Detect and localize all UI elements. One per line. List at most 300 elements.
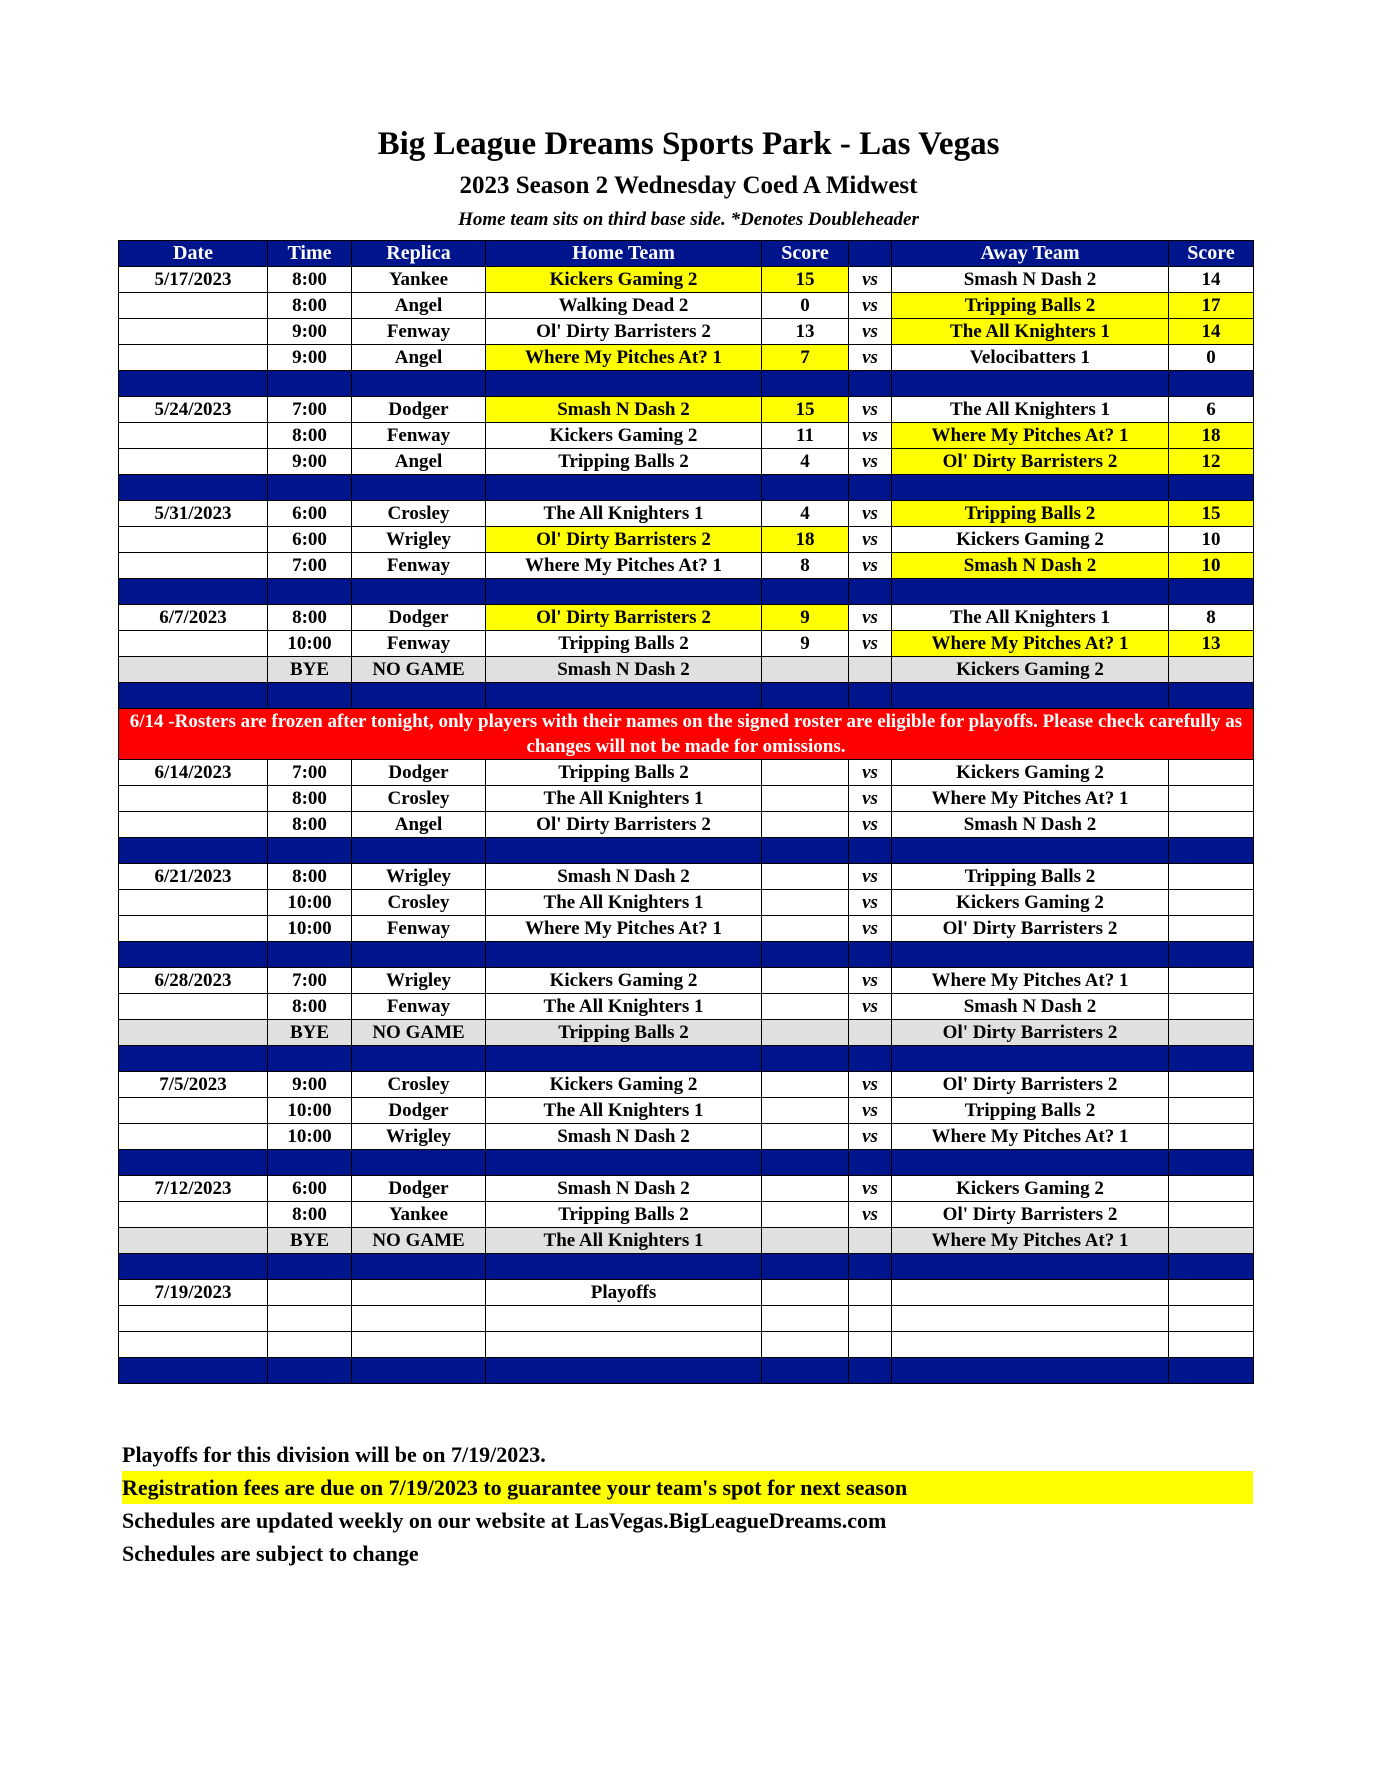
separator-cell bbox=[892, 371, 1169, 397]
game-row bbox=[119, 449, 1254, 475]
column-header: Away Team bbox=[892, 241, 1169, 267]
away-score-cell bbox=[1169, 1098, 1254, 1124]
separator-cell bbox=[849, 371, 892, 397]
separator-row bbox=[119, 683, 1254, 709]
field-cell: Angel bbox=[352, 345, 486, 371]
time-cell: 9:00 bbox=[268, 319, 352, 345]
footer-notes bbox=[122, 1438, 1253, 1570]
time-cell: BYE bbox=[268, 1228, 352, 1254]
game-row bbox=[119, 293, 1254, 319]
column-header: Score bbox=[762, 241, 849, 267]
separator-cell bbox=[892, 838, 1169, 864]
away-score-cell: 8 bbox=[1169, 605, 1254, 631]
separator-cell bbox=[119, 1046, 268, 1072]
field-cell: Crosley bbox=[352, 786, 486, 812]
separator-cell bbox=[1169, 475, 1254, 501]
away-team-cell: Smash N Dash 2 bbox=[892, 267, 1169, 293]
field-cell: Yankee bbox=[352, 1202, 486, 1228]
away-team-cell: Tripping Balls 2 bbox=[892, 501, 1169, 527]
away-team-cell: Ol' Dirty Barristers 2 bbox=[892, 1202, 1169, 1228]
away-score-cell bbox=[1169, 916, 1254, 942]
home-score-cell bbox=[762, 1280, 849, 1306]
away-score-cell bbox=[1169, 864, 1254, 890]
away-team-cell: Kickers Gaming 2 bbox=[892, 760, 1169, 786]
time-cell bbox=[268, 1332, 352, 1358]
vs-cell: vs bbox=[849, 994, 892, 1020]
separator-cell bbox=[268, 1046, 352, 1072]
date-cell: 5/24/2023 bbox=[119, 397, 268, 423]
separator-cell bbox=[892, 683, 1169, 709]
field-cell bbox=[352, 1280, 486, 1306]
column-header bbox=[849, 241, 892, 267]
vs-cell bbox=[849, 1306, 892, 1332]
away-team-cell bbox=[892, 1280, 1169, 1306]
away-score-cell: 13 bbox=[1169, 631, 1254, 657]
time-cell: 8:00 bbox=[268, 605, 352, 631]
vs-cell: vs bbox=[849, 760, 892, 786]
game-row bbox=[119, 345, 1254, 371]
date-cell bbox=[119, 553, 268, 579]
separator-row bbox=[119, 1358, 1254, 1384]
separator-cell bbox=[119, 1150, 268, 1176]
footer-change-note: Schedules are subject to change bbox=[122, 1541, 419, 1566]
home-team-cell: The All Knighters 1 bbox=[486, 786, 762, 812]
separator-cell bbox=[486, 683, 762, 709]
separator-cell bbox=[119, 475, 268, 501]
home-score-cell bbox=[762, 657, 849, 683]
separator-cell bbox=[1169, 1254, 1254, 1280]
table-header-row bbox=[119, 241, 1254, 267]
game-row bbox=[119, 1280, 1254, 1306]
separator-cell bbox=[892, 1254, 1169, 1280]
time-cell: 8:00 bbox=[268, 786, 352, 812]
separator-cell bbox=[762, 475, 849, 501]
vs-cell: vs bbox=[849, 1072, 892, 1098]
time-cell: 10:00 bbox=[268, 890, 352, 916]
separator-cell bbox=[268, 838, 352, 864]
home-team-cell: Smash N Dash 2 bbox=[486, 397, 762, 423]
field-cell: NO GAME bbox=[352, 1228, 486, 1254]
game-row bbox=[119, 1176, 1254, 1202]
separator-cell bbox=[762, 371, 849, 397]
home-team-cell: The All Knighters 1 bbox=[486, 1228, 762, 1254]
date-cell bbox=[119, 890, 268, 916]
field-cell: Dodger bbox=[352, 760, 486, 786]
away-team-cell: Where My Pitches At? 1 bbox=[892, 968, 1169, 994]
time-cell: 8:00 bbox=[268, 1202, 352, 1228]
separator-cell bbox=[268, 1254, 352, 1280]
separator-cell bbox=[1169, 838, 1254, 864]
separator-cell bbox=[892, 942, 1169, 968]
date-cell bbox=[119, 345, 268, 371]
away-score-cell bbox=[1169, 968, 1254, 994]
separator-cell bbox=[486, 942, 762, 968]
vs-cell: vs bbox=[849, 345, 892, 371]
home-score-cell bbox=[762, 1228, 849, 1254]
vs-cell: vs bbox=[849, 293, 892, 319]
date-cell: 6/21/2023 bbox=[119, 864, 268, 890]
separator-row bbox=[119, 475, 1254, 501]
home-team-cell: Ol' Dirty Barristers 2 bbox=[486, 605, 762, 631]
date-cell bbox=[119, 527, 268, 553]
time-cell: 6:00 bbox=[268, 1176, 352, 1202]
separator-cell bbox=[268, 1358, 352, 1384]
separator-cell bbox=[486, 1046, 762, 1072]
home-team-cell: Ol' Dirty Barristers 2 bbox=[486, 319, 762, 345]
date-cell bbox=[119, 1332, 268, 1358]
vs-cell bbox=[849, 1332, 892, 1358]
home-team-cell: Where My Pitches At? 1 bbox=[486, 553, 762, 579]
field-cell: Wrigley bbox=[352, 968, 486, 994]
away-score-cell bbox=[1169, 1176, 1254, 1202]
home-team-cell: Tripping Balls 2 bbox=[486, 760, 762, 786]
column-header: Home Team bbox=[486, 241, 762, 267]
column-header: Date bbox=[119, 241, 268, 267]
away-score-cell: 12 bbox=[1169, 449, 1254, 475]
time-cell bbox=[268, 1306, 352, 1332]
separator-cell bbox=[486, 475, 762, 501]
away-team-cell bbox=[892, 1332, 1169, 1358]
time-cell: 8:00 bbox=[268, 864, 352, 890]
separator-cell bbox=[119, 371, 268, 397]
vs-cell: vs bbox=[849, 786, 892, 812]
home-score-cell: 18 bbox=[762, 527, 849, 553]
home-team-cell: Ol' Dirty Barristers 2 bbox=[486, 527, 762, 553]
away-team-cell: Ol' Dirty Barristers 2 bbox=[892, 1020, 1169, 1046]
time-cell: 8:00 bbox=[268, 293, 352, 319]
time-cell: 8:00 bbox=[268, 994, 352, 1020]
date-cell: 7/19/2023 bbox=[119, 1280, 268, 1306]
separator-cell bbox=[268, 942, 352, 968]
field-cell: Yankee bbox=[352, 267, 486, 293]
page-subtitle: 2023 Season 2 Wednesday Coed A Midwest bbox=[459, 172, 918, 199]
separator-cell bbox=[762, 1358, 849, 1384]
game-row bbox=[119, 1124, 1254, 1150]
date-cell bbox=[119, 916, 268, 942]
game-row bbox=[119, 501, 1254, 527]
away-score-cell: 0 bbox=[1169, 345, 1254, 371]
field-cell: Dodger bbox=[352, 1098, 486, 1124]
away-team-cell: The All Knighters 1 bbox=[892, 397, 1169, 423]
home-score-cell bbox=[762, 1124, 849, 1150]
field-cell: Angel bbox=[352, 812, 486, 838]
vs-cell: vs bbox=[849, 605, 892, 631]
vs-cell: vs bbox=[849, 553, 892, 579]
date-cell bbox=[119, 786, 268, 812]
separator-cell bbox=[268, 579, 352, 605]
away-score-cell bbox=[1169, 1124, 1254, 1150]
field-cell: Fenway bbox=[352, 423, 486, 449]
date-cell bbox=[119, 319, 268, 345]
vs-cell: vs bbox=[849, 864, 892, 890]
time-cell: 10:00 bbox=[268, 1098, 352, 1124]
field-cell: Crosley bbox=[352, 890, 486, 916]
separator-cell bbox=[486, 838, 762, 864]
home-team-cell: Tripping Balls 2 bbox=[486, 631, 762, 657]
field-cell: Wrigley bbox=[352, 1124, 486, 1150]
vs-cell: vs bbox=[849, 1176, 892, 1202]
time-cell: 7:00 bbox=[268, 760, 352, 786]
date-cell bbox=[119, 812, 268, 838]
separator-cell bbox=[849, 683, 892, 709]
away-score-cell bbox=[1169, 1306, 1254, 1332]
time-cell bbox=[268, 1280, 352, 1306]
away-team-cell: Ol' Dirty Barristers 2 bbox=[892, 1072, 1169, 1098]
vs-cell: vs bbox=[849, 267, 892, 293]
away-team-cell: Kickers Gaming 2 bbox=[892, 657, 1169, 683]
game-row bbox=[119, 864, 1254, 890]
home-team-cell: The All Knighters 1 bbox=[486, 994, 762, 1020]
away-score-cell bbox=[1169, 994, 1254, 1020]
vs-cell: vs bbox=[849, 449, 892, 475]
footer-playoffs-note: Playoffs for this division will be on 7/19/2023. bbox=[122, 1442, 546, 1467]
home-team-cell: Kickers Gaming 2 bbox=[486, 968, 762, 994]
time-cell: BYE bbox=[268, 657, 352, 683]
time-cell: 9:00 bbox=[268, 1072, 352, 1098]
away-score-cell bbox=[1169, 890, 1254, 916]
vs-cell bbox=[849, 657, 892, 683]
home-team-cell: Tripping Balls 2 bbox=[486, 1020, 762, 1046]
separator-cell bbox=[849, 475, 892, 501]
separator-row bbox=[119, 838, 1254, 864]
separator-cell bbox=[268, 475, 352, 501]
footer-registration-note: Registration fees are due on 7/19/2023 to guarantee your team's spot for next season bbox=[122, 1471, 1253, 1504]
field-cell: Dodger bbox=[352, 397, 486, 423]
home-team-cell: Smash N Dash 2 bbox=[486, 1124, 762, 1150]
home-score-cell bbox=[762, 1332, 849, 1358]
vs-cell: vs bbox=[849, 527, 892, 553]
away-score-cell: 14 bbox=[1169, 267, 1254, 293]
away-score-cell bbox=[1169, 1332, 1254, 1358]
separator-cell bbox=[762, 1046, 849, 1072]
time-cell: 7:00 bbox=[268, 553, 352, 579]
time-cell: 10:00 bbox=[268, 631, 352, 657]
away-team-cell: Ol' Dirty Barristers 2 bbox=[892, 916, 1169, 942]
date-cell bbox=[119, 1124, 268, 1150]
roster-alert-row bbox=[119, 709, 1254, 760]
home-team-cell: The All Knighters 1 bbox=[486, 501, 762, 527]
home-score-cell: 11 bbox=[762, 423, 849, 449]
date-cell bbox=[119, 1228, 268, 1254]
time-cell: BYE bbox=[268, 1020, 352, 1046]
home-score-cell bbox=[762, 1176, 849, 1202]
separator-cell bbox=[1169, 371, 1254, 397]
separator-cell bbox=[352, 1358, 486, 1384]
separator-cell bbox=[268, 683, 352, 709]
vs-cell: vs bbox=[849, 890, 892, 916]
away-score-cell bbox=[1169, 1072, 1254, 1098]
date-cell: 6/28/2023 bbox=[119, 968, 268, 994]
separator-cell bbox=[352, 579, 486, 605]
separator-cell bbox=[486, 371, 762, 397]
time-cell: 10:00 bbox=[268, 916, 352, 942]
home-score-cell bbox=[762, 1072, 849, 1098]
separator-cell bbox=[1169, 683, 1254, 709]
separator-cell bbox=[352, 942, 486, 968]
separator-cell bbox=[892, 1046, 1169, 1072]
away-team-cell bbox=[892, 1306, 1169, 1332]
game-row bbox=[119, 319, 1254, 345]
date-cell bbox=[119, 423, 268, 449]
separator-cell bbox=[486, 579, 762, 605]
separator-cell bbox=[352, 475, 486, 501]
vs-cell: vs bbox=[849, 916, 892, 942]
away-team-cell: Where My Pitches At? 1 bbox=[892, 1124, 1169, 1150]
separator-cell bbox=[268, 371, 352, 397]
home-team-cell bbox=[486, 1306, 762, 1332]
schedule-table bbox=[118, 240, 1254, 1384]
field-cell: Angel bbox=[352, 449, 486, 475]
home-team-cell: The All Knighters 1 bbox=[486, 1098, 762, 1124]
field-cell: Fenway bbox=[352, 553, 486, 579]
field-cell: Crosley bbox=[352, 501, 486, 527]
time-cell: 7:00 bbox=[268, 397, 352, 423]
home-score-cell: 15 bbox=[762, 267, 849, 293]
away-team-cell: Tripping Balls 2 bbox=[892, 293, 1169, 319]
away-score-cell: 10 bbox=[1169, 527, 1254, 553]
field-cell: Dodger bbox=[352, 1176, 486, 1202]
time-cell: 6:00 bbox=[268, 527, 352, 553]
separator-cell bbox=[892, 1358, 1169, 1384]
away-team-cell: Tripping Balls 2 bbox=[892, 1098, 1169, 1124]
vs-cell: vs bbox=[849, 1124, 892, 1150]
separator-cell bbox=[892, 1150, 1169, 1176]
away-score-cell bbox=[1169, 1280, 1254, 1306]
column-header: Time bbox=[268, 241, 352, 267]
date-cell bbox=[119, 1020, 268, 1046]
field-cell: Fenway bbox=[352, 916, 486, 942]
date-cell bbox=[119, 293, 268, 319]
separator-row bbox=[119, 942, 1254, 968]
separator-cell bbox=[762, 942, 849, 968]
separator-cell bbox=[1169, 1046, 1254, 1072]
date-cell bbox=[119, 994, 268, 1020]
separator-cell bbox=[1169, 942, 1254, 968]
separator-cell bbox=[762, 1150, 849, 1176]
separator-cell bbox=[352, 1046, 486, 1072]
home-score-cell: 9 bbox=[762, 605, 849, 631]
separator-cell bbox=[352, 683, 486, 709]
home-score-cell bbox=[762, 786, 849, 812]
game-row bbox=[119, 605, 1254, 631]
away-score-cell: 18 bbox=[1169, 423, 1254, 449]
separator-cell bbox=[486, 1150, 762, 1176]
home-team-cell: Playoffs bbox=[486, 1280, 762, 1306]
away-score-cell: 14 bbox=[1169, 319, 1254, 345]
away-team-cell: Kickers Gaming 2 bbox=[892, 890, 1169, 916]
game-row bbox=[119, 994, 1254, 1020]
home-team-cell: Where My Pitches At? 1 bbox=[486, 916, 762, 942]
away-score-cell bbox=[1169, 1228, 1254, 1254]
game-row bbox=[119, 423, 1254, 449]
time-cell: 9:00 bbox=[268, 449, 352, 475]
time-cell: 7:00 bbox=[268, 968, 352, 994]
separator-cell bbox=[119, 579, 268, 605]
away-score-cell bbox=[1169, 1202, 1254, 1228]
field-cell bbox=[352, 1332, 486, 1358]
date-cell: 5/17/2023 bbox=[119, 267, 268, 293]
separator-cell bbox=[119, 838, 268, 864]
game-row bbox=[119, 786, 1254, 812]
separator-row bbox=[119, 1150, 1254, 1176]
game-row bbox=[119, 631, 1254, 657]
footer-website-note: Schedules are updated weekly on our website at LasVegas.BigLeagueDreams.com bbox=[122, 1508, 887, 1533]
date-cell bbox=[119, 1098, 268, 1124]
separator-cell bbox=[119, 1358, 268, 1384]
bye-row bbox=[119, 1020, 1254, 1046]
field-cell: Wrigley bbox=[352, 864, 486, 890]
away-score-cell bbox=[1169, 786, 1254, 812]
home-team-cell: Tripping Balls 2 bbox=[486, 1202, 762, 1228]
away-score-cell: 15 bbox=[1169, 501, 1254, 527]
game-row bbox=[119, 916, 1254, 942]
time-cell: 8:00 bbox=[268, 812, 352, 838]
separator-cell bbox=[1169, 1358, 1254, 1384]
date-cell bbox=[119, 1202, 268, 1228]
bye-row bbox=[119, 657, 1254, 683]
home-score-cell bbox=[762, 1306, 849, 1332]
field-cell: NO GAME bbox=[352, 1020, 486, 1046]
separator-cell bbox=[762, 579, 849, 605]
separator-cell bbox=[849, 1254, 892, 1280]
home-team-cell: The All Knighters 1 bbox=[486, 890, 762, 916]
separator-cell bbox=[849, 1358, 892, 1384]
game-row bbox=[119, 890, 1254, 916]
time-cell: 10:00 bbox=[268, 1124, 352, 1150]
page-note: Home team sits on third base side. *Denotes Doubleheader bbox=[458, 209, 919, 230]
date-cell: 5/31/2023 bbox=[119, 501, 268, 527]
home-score-cell: 13 bbox=[762, 319, 849, 345]
home-score-cell: 4 bbox=[762, 449, 849, 475]
home-score-cell bbox=[762, 812, 849, 838]
separator-cell bbox=[268, 1150, 352, 1176]
separator-cell bbox=[849, 579, 892, 605]
field-cell: NO GAME bbox=[352, 657, 486, 683]
vs-cell: vs bbox=[849, 397, 892, 423]
time-cell: 8:00 bbox=[268, 267, 352, 293]
vs-cell: vs bbox=[849, 631, 892, 657]
separator-cell bbox=[762, 683, 849, 709]
separator-cell bbox=[762, 1254, 849, 1280]
field-cell: Fenway bbox=[352, 994, 486, 1020]
home-score-cell: 9 bbox=[762, 631, 849, 657]
away-team-cell: Smash N Dash 2 bbox=[892, 994, 1169, 1020]
game-row bbox=[119, 1098, 1254, 1124]
home-team-cell: Kickers Gaming 2 bbox=[486, 423, 762, 449]
separator-cell bbox=[352, 1150, 486, 1176]
separator-row bbox=[119, 1254, 1254, 1280]
home-team-cell: Smash N Dash 2 bbox=[486, 864, 762, 890]
field-cell: Fenway bbox=[352, 319, 486, 345]
field-cell: Crosley bbox=[352, 1072, 486, 1098]
away-team-cell: Kickers Gaming 2 bbox=[892, 527, 1169, 553]
column-header: Replica bbox=[352, 241, 486, 267]
vs-cell: vs bbox=[849, 1098, 892, 1124]
home-score-cell bbox=[762, 1202, 849, 1228]
away-team-cell: Smash N Dash 2 bbox=[892, 553, 1169, 579]
home-team-cell: Smash N Dash 2 bbox=[486, 1176, 762, 1202]
game-row bbox=[119, 760, 1254, 786]
home-score-cell bbox=[762, 968, 849, 994]
away-team-cell: The All Knighters 1 bbox=[892, 605, 1169, 631]
time-cell: 8:00 bbox=[268, 423, 352, 449]
separator-cell bbox=[352, 1254, 486, 1280]
field-cell: Angel bbox=[352, 293, 486, 319]
vs-cell: vs bbox=[849, 812, 892, 838]
away-team-cell: Kickers Gaming 2 bbox=[892, 1176, 1169, 1202]
date-cell bbox=[119, 631, 268, 657]
away-team-cell: Where My Pitches At? 1 bbox=[892, 631, 1169, 657]
